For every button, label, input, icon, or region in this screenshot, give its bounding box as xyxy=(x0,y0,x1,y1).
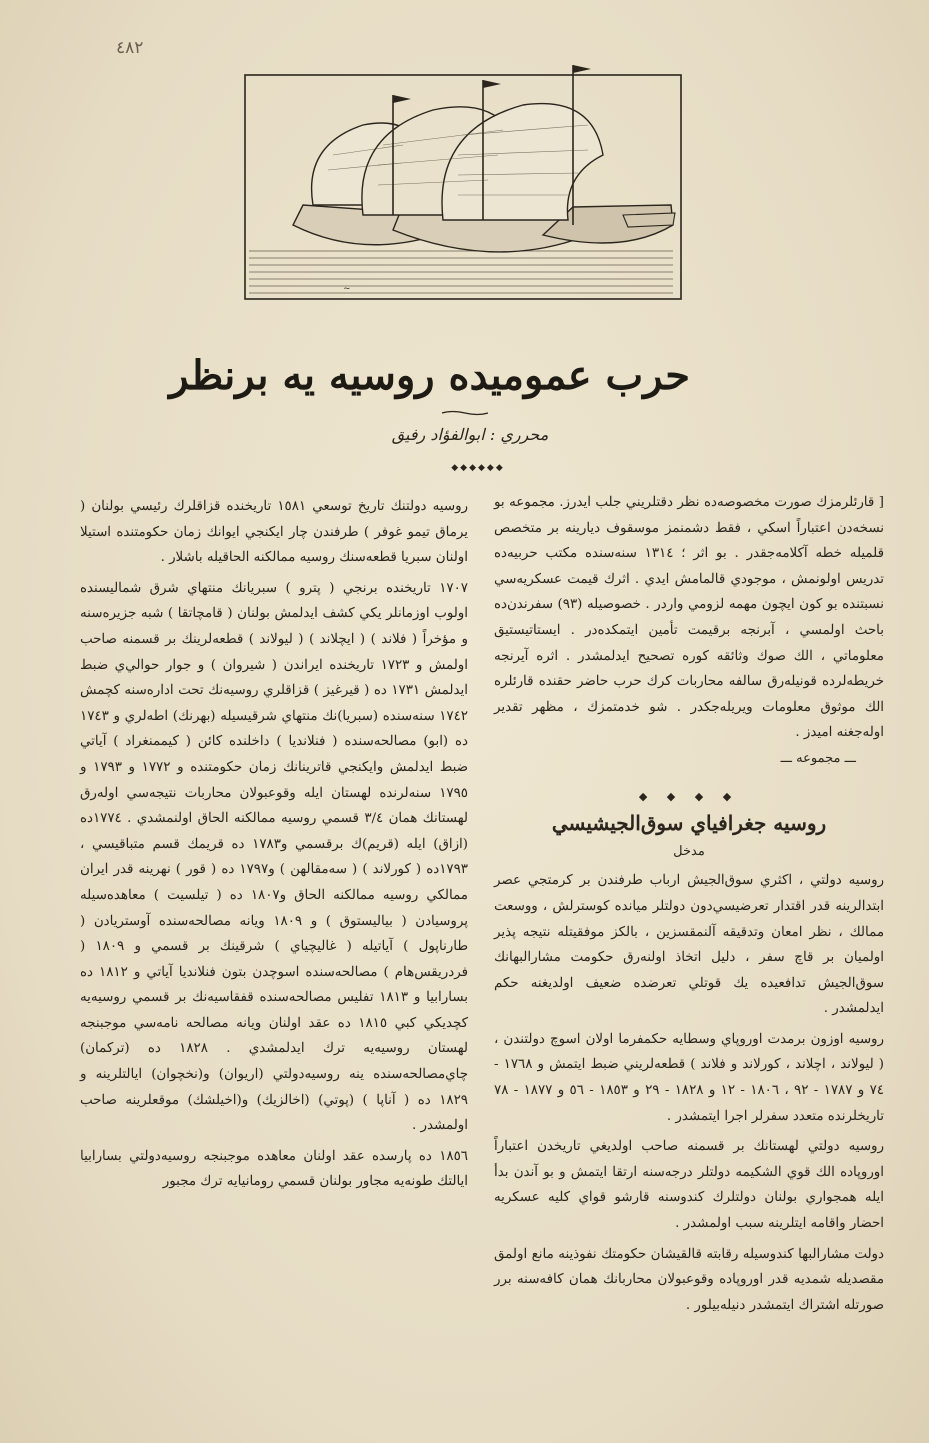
section-ornament-icon: ◆ ◆ ◆ ◆ xyxy=(638,789,740,803)
article-title: حرب عموميده روسيه يه برنظر xyxy=(169,352,690,399)
paragraph: روسيه دولتي لهستانك بر قسمنه صاحب اولديغي تاريخدن اعتباراً اوروپاده الك قوي الشكيمه دولتلر درجه‌سنه ارتقا ايتمش و بو آندن بدأ ايله همجواري بولنان دولتلرك كندوسنه قارشو قواي كليه عسكريه احضار واقامه ايتلرينه سبب اولمشدر . xyxy=(494,1139,884,1232)
author-line: محرري : ابوالفؤاد رفيق xyxy=(391,425,549,444)
left-column xyxy=(80,494,468,1195)
editor-note: [ قارئلرمزك صورت مخصوصه‌ده نظر دقتلريني جلب ايدرز. مجموعه بو نسخه‌دن اعتباراً اسكي ، فقط دشمنمز موسقوف ديارينه بر متخصص قلميله خطه آكلامه‌جقدر . بو اثر ؛ ١٣١٤ سنه‌سنده مكتب حربيه‌ده تدريس اولونمش ، موجودي قالمامش ايدي . اثرك قيمت عسكريه‌سي نسبتنده بو كون ايچون مهمه لزومي واردر . خصوصيله (٩٣) سفرندن‌ده باحث اولمسي ، آبرنجه برقيمت تأمين ايتمكده‌در . ايستاتيستيق معلوماتي ، الك صوك وثائقه كوره تصحيح ايدلمشدر . اثره آيرنجه خريطه‌لرده قونيله‌رق سالفه محاربات كرك حرب حاضر حقنده قارئلره الك موثوق معلومات ويريله‌جكدر . شو خدمتمزك ، مظهر تقدير اوله‌جغنه اميدز . xyxy=(494,495,884,741)
svg-text:~: ~ xyxy=(343,284,351,294)
paragraph: روسيه دولتي ، اكثري سوق‌الجيش ارباب طرفندن بر كرمتجي عصر ابتدالرينه قدر اقتدار تعرضيسي‌دون دولتلر ميانده كوسترلش ، ووسعت ممالك ، نظر امعان وتدقيقه آلنمقسزين ، بالكز موفقيتله نتيجه پذير اولميان بر قاچ سفر ، دليل اتخاذ اولنه‌رق حكومت مشارالبهانك سوق‌الجيش تدافعيده يك قوتلي تعرضده ضعيف اولديغنه حكم ايدلمشدر . xyxy=(494,873,884,1017)
editor-signature: ـــ مجموعه ـــ xyxy=(780,750,856,766)
page-number: ٤٨٢ xyxy=(116,38,144,58)
sailing-ships-engraving-icon xyxy=(243,55,683,303)
section-subtitle: مدخل xyxy=(673,843,705,859)
paragraph: ١٨٥٦ ده پارسده عقد اولنان معاهده موجبنجه روسيه‌دولتي بسارابيا ايالتك طونه‌يه مجاور بولنان قسمي رومانيايه ترك مجبور xyxy=(80,1148,468,1190)
section-title: روسيه جغرافياي سوق‌الجيشيسي xyxy=(551,811,827,836)
paragraph: دولت مشارالبها كندوسيله رقابته قالقيشان حكومتك نفوذينه مانع اولمق مقصديله شمديه قدر اوروپاده وقوعبولان محاربانك همان كافه‌سنه برر صورتله اشتراك ايتمشدر دنيله‌بيلور . xyxy=(494,1246,884,1313)
paragraph: روسيه اوزون برمدت اوروپاي وسطايه حكمفرما اولان اسوچ دولتندن ، ( ليولاند ، اچلاند ، كورلاند و فلاند ) قطعه‌لريني ضبط ايتمش و ١٧٦٨ - ٧٤ و ١٧٨٧ - ٩٢ ، ١٨٠٦ - ١٢ و ١٨٢٨ - ٢٩ و ١٨٥٣ - ٥٦ و ١٨٧٧ - ٧٨ تاريخلرنده متعدد سفرلر اجرا ايتمشدر . xyxy=(494,1031,884,1124)
dots-divider-icon: ◆◆◆◆◆◆ xyxy=(451,463,505,473)
right-column xyxy=(494,490,884,1318)
title-flourish-icon xyxy=(440,410,490,416)
paragraph: ١٧٠٧ تاريخنده برنجي ( پترو ) سبريانك منتهاي شرق شماليسنده اولوب اوزمانلر يكي كشف ايدلمش بولنان ( قامچاتقا ) شبه جزيره‌سنه و مؤخراً ( فلاند ) ( ايچلاند ) ( ليولاند ) قطعه‌لرينك بر قسمنه صاحب اولمش و ١٧٢٣ تاريخنده ايراندن ( شيروان ) و جوار حوالي‌ي ضبط ايدلمش ١٧٣١ ده ( قيرغيز ) قزاقلري روسيه‌نك تحت اداره‌سنه كچمش ١٧٤٢ سنه‌سنده (سبريا)نك منتهاي شرقيسيله (بهرنك) اطه‌لري و ١٧٤٣ ده (ابو) مصالحه‌سنده ( فنلانديا ) داخلنده كائن ( كيممنغراد ) آياتي ضبط ايدلمش وايكنجي قاترينانك زمان حكومتنده و ١٧٧٢ و ١٧٩٣ و ١٧٩٥ سنه‌لرنده لهستان ايله وقوعبولان محاربات نتيجه‌سي اوله‌رق لهستانك همان ٣/٤ قسمي روسيه ممالكنه الحاق اولنمشدي . ١٧٧٤ده (ازاق) ايله (قريم)ك برقسمي و١٧٨٣ ده قريمك قسم متباقيسي ، ١٧٩٣ده ( كورلاند ) ( سه‌مقالهن ) و١٧٩٧ ده ( قور ) نهرينه قدر ايران ممالكي روسيه ممالكنه الحاق و١٨٠٧ ده ( تيلسيت ) معاهده‌سيله پروسيادن ( بياليستوق ) و ١٨٠٩ ويانه مصالحه‌سنده آوستريادن ( طارناپول ) آياتيله ( غاليچياي ) شرقينك بر قسمي و ١٨٠٩ ( فردريقس‌هام ) مصالحه‌سنده اسوچدن بتون فنلانديا آياتي و ١٨١٢ ده بسارابيا و ١٨١٣ تفليس مصالحه‌سنده قفقاسيه‌نك بر قسمي روسيه‌يه كچديكي كبي ١٨١٥ ده عقد اولنان ويانه مصالحه نامه‌سي موجبنجه لهستان روسيه‌يه ترك ايدلمشدي . ١٨٢٨ ده (تركمان) چاي‌مصالحه‌سنده ينه روسيه‌دولتي (اريوان) و(نخچوان) ايالتلرينه و ١٨٢٩ ده ( آناپا ) (پوتي) (اخالزيك) و(اخيلشك) موقعلرينه صاحب اولمشدر . xyxy=(80,580,469,1134)
paragraph: روسيه دولتنك تاريخ توسعي ١٥٨١ تاريخنده قزاقلرك رئيسي بولنان ( يرماق تيمو غوفر ) طرفندن چار ايكنجي ايوانك زمان حكومتنده استيلا اولنان سبريا قطعه‌سنك روسيه ممالكنه الحاقيله باشلار . xyxy=(80,499,469,566)
